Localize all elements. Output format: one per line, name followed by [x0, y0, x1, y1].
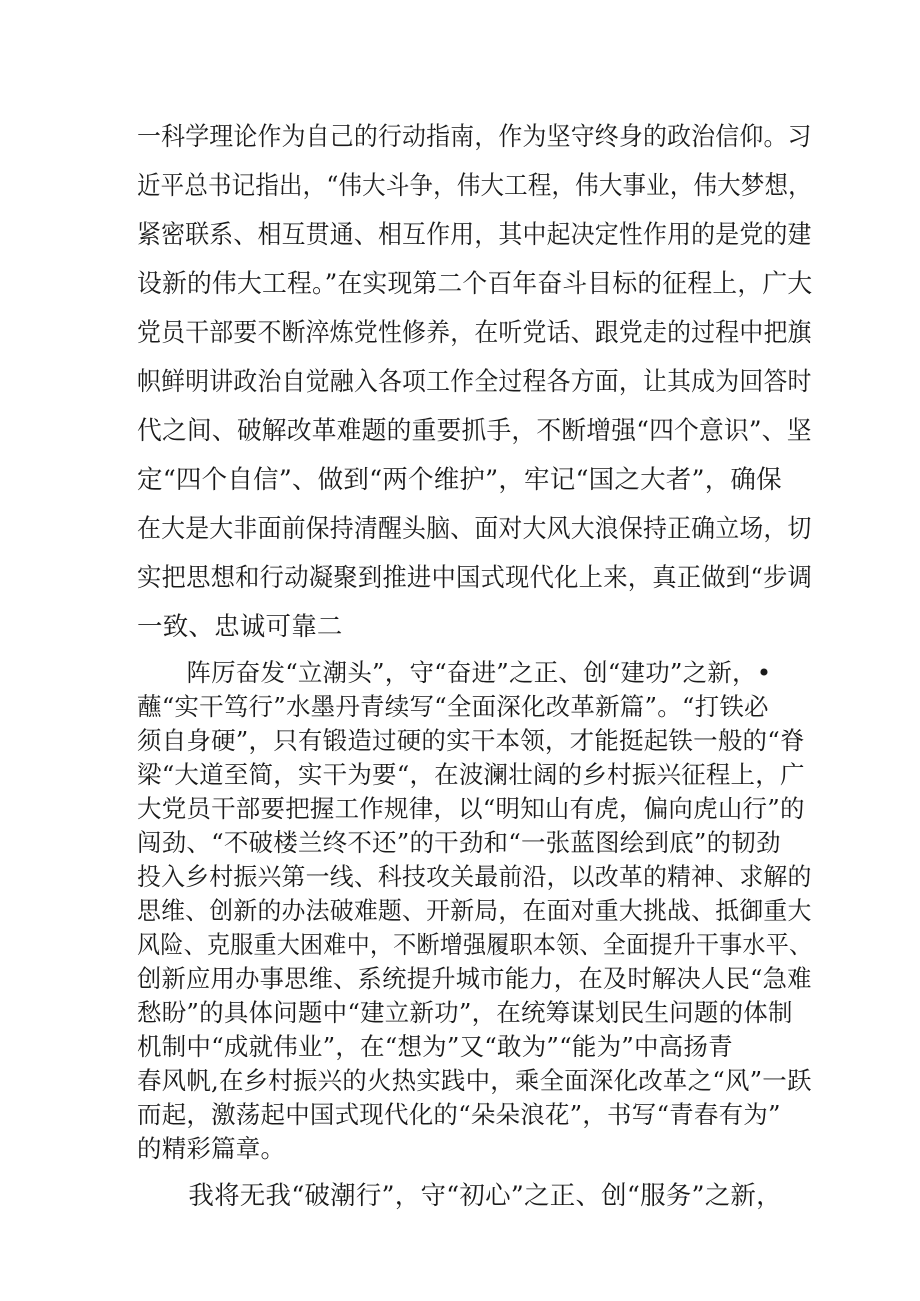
- text-line: 愁盼”的具体问题中“建立新功”，在统筹谋划民生问题的体制: [137, 998, 793, 1027]
- text-line: 实把思想和行动凝聚到推进中国式现代化上来，真正做到“步调: [137, 563, 813, 593]
- text-line: 投入乡村振兴第一线、科技攻关最前沿，以改革的精神、求解的: [137, 862, 812, 891]
- text-line: 设新的伟大工程。”在实现第二个百年奋斗目标的征程上，广大: [137, 269, 813, 299]
- text-line: 紧密联系、相互贯通、相互作用，其中起决定性作用的是党的建: [137, 220, 812, 250]
- text-line: 代之间、破解改革难题的重要抓手，不断增强“四个意识”、坚: [137, 416, 812, 446]
- text-line: 蘸“实干笃行”水墨丹青续写“全面深化改革新篇”。“打铁必: [137, 692, 769, 721]
- text-line: 的精彩篇章。: [137, 1134, 286, 1163]
- text-line: 一致、忠诚可靠二: [137, 612, 343, 642]
- text-line: 梁“大道至简，实干为要“，在波澜壮阔的乡村振兴征程上，广: [137, 760, 805, 789]
- text-line: 我将无我“破潮行”，守“初心”之正、创“服务”之新，: [137, 1181, 782, 1211]
- text-line: 党员干部要不断淬炼党性修养，在听党话、跟党走的过程中把旗: [137, 318, 812, 348]
- text-line: 风险、克服重大困难中，不断增强履职本领、全面提升干事水平、: [137, 930, 813, 959]
- text-line: 帜鲜明讲政治自觉融入各项工作全过程各方面，让其成为回答时: [137, 367, 812, 397]
- text-line: 闯劲、“不破楼兰终不还”的干劲和“一张蓝图绘到底”的韧劲: [137, 828, 781, 857]
- text-line: 阵厉奋发“立潮头”，守“奋进”之正、创“建功”之新，•: [137, 658, 772, 687]
- text-line: 思维、创新的办法破难题、开新局，在面对重大挑战、抵御重大: [137, 896, 812, 925]
- text-line: 一科学理论作为自己的行动指南，作为坚守终身的政治信仰。习: [137, 122, 812, 152]
- text-line: 春风帆,在乡村振兴的火热实践中，乘全面深化改革之“风”一跃: [137, 1066, 812, 1095]
- text-line: 机制中“成就伟业”，在“想为”又“敢为”“能为”中高扬青: [137, 1032, 733, 1061]
- text-line: 在大是大非面前保持清醒头脑、面对大风大浪保持正确立场，切: [137, 514, 812, 544]
- text-line: 大党员干部要把握工作规律，以“明知山有虎，偏向虎山行”的: [137, 794, 805, 823]
- text-line: 近平总书记指出，“伟大斗争，伟大工程，伟大事业，伟大梦想，: [137, 171, 812, 201]
- text-line: 须自身硬”，只有锻造过硬的实干本领，才能挺起铁一般的“脊: [137, 726, 805, 755]
- text-line: 定“四个自信”、做到“两个维护”，牢记“国之大者”，确保: [137, 465, 782, 495]
- text-line: 创新应用办事思维、系统提升城市能力，在及时解决人民“急难: [137, 964, 812, 993]
- text-line: 而起，激荡起中国式现代化的“朵朵浪花”，书写“青春有为”: [137, 1100, 781, 1129]
